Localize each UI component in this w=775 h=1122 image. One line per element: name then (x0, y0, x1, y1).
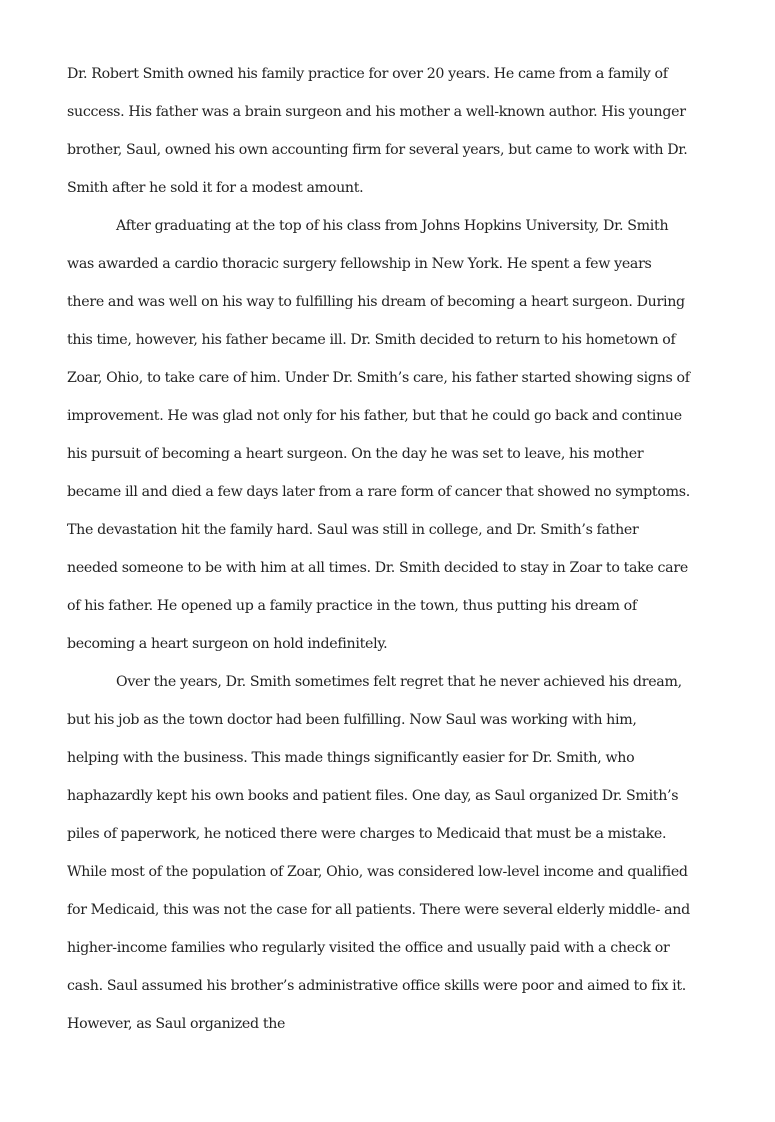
paragraph-medicaid: Over the years, Dr. Smith sometimes felt regret that he never achieved his dream, but his job as the town doctor had been fulfilling. Now Saul was working with him, helping with the business. This made things significantly easier for Dr. Smith, who haphazardly kept his own books and patient files. One day, as Saul organized Dr. Smith’s piles of paperwork, he noticed there were charges to Medicaid that must be a mistake. While most of the population of Zoar, Ohio, was considered low-level income and qualified for Medicaid, this was not the case for all patients. There were several elderly middle- and higher-income families who regularly visited the office and usually paid with a check or cash. Saul assumed his brother’s administrative office skills were poor and aimed to fix it. However, as Saul organized the (67, 674, 690, 1032)
body-text (67, 55, 690, 1043)
paragraph-background: After graduating at the top of his class from Johns Hopkins University, Dr. Smith was awarded a cardio thoracic surgery fellowship in New York. He spent a few years there and was well on his way to fulfilling his dream of becoming a heart surgeon. During this time, however, his father became ill. Dr. Smith decided to return to his hometown of Zoar, Ohio, to take care of him. Under Dr. Smith’s care, his father started showing signs of improvement. He was glad not only for his father, but that he could go back and continue his pursuit of becoming a heart surgeon. On the day he was set to leave, his mother became ill and died a few days later from a rare form of cancer that showed no symptoms. The devastation hit the family hard. Saul was still in college, and Dr. Smith’s father needed someone to be with him at all times. Dr. Smith decided to stay in Zoar to take care of his father. He opened up a family practice in the town, thus putting his dream of becoming a heart surgeon on hold indefinitely. (67, 218, 690, 652)
paragraph-intro: Dr. Robert Smith owned his family practice for over 20 years. He came from a family of success. His father was a brain surgeon and his mother a well-known author. His younger brother, Saul, owned his own accounting firm for several years, but came to work with Dr. Smith after he sold it for a modest amount. (67, 66, 688, 196)
